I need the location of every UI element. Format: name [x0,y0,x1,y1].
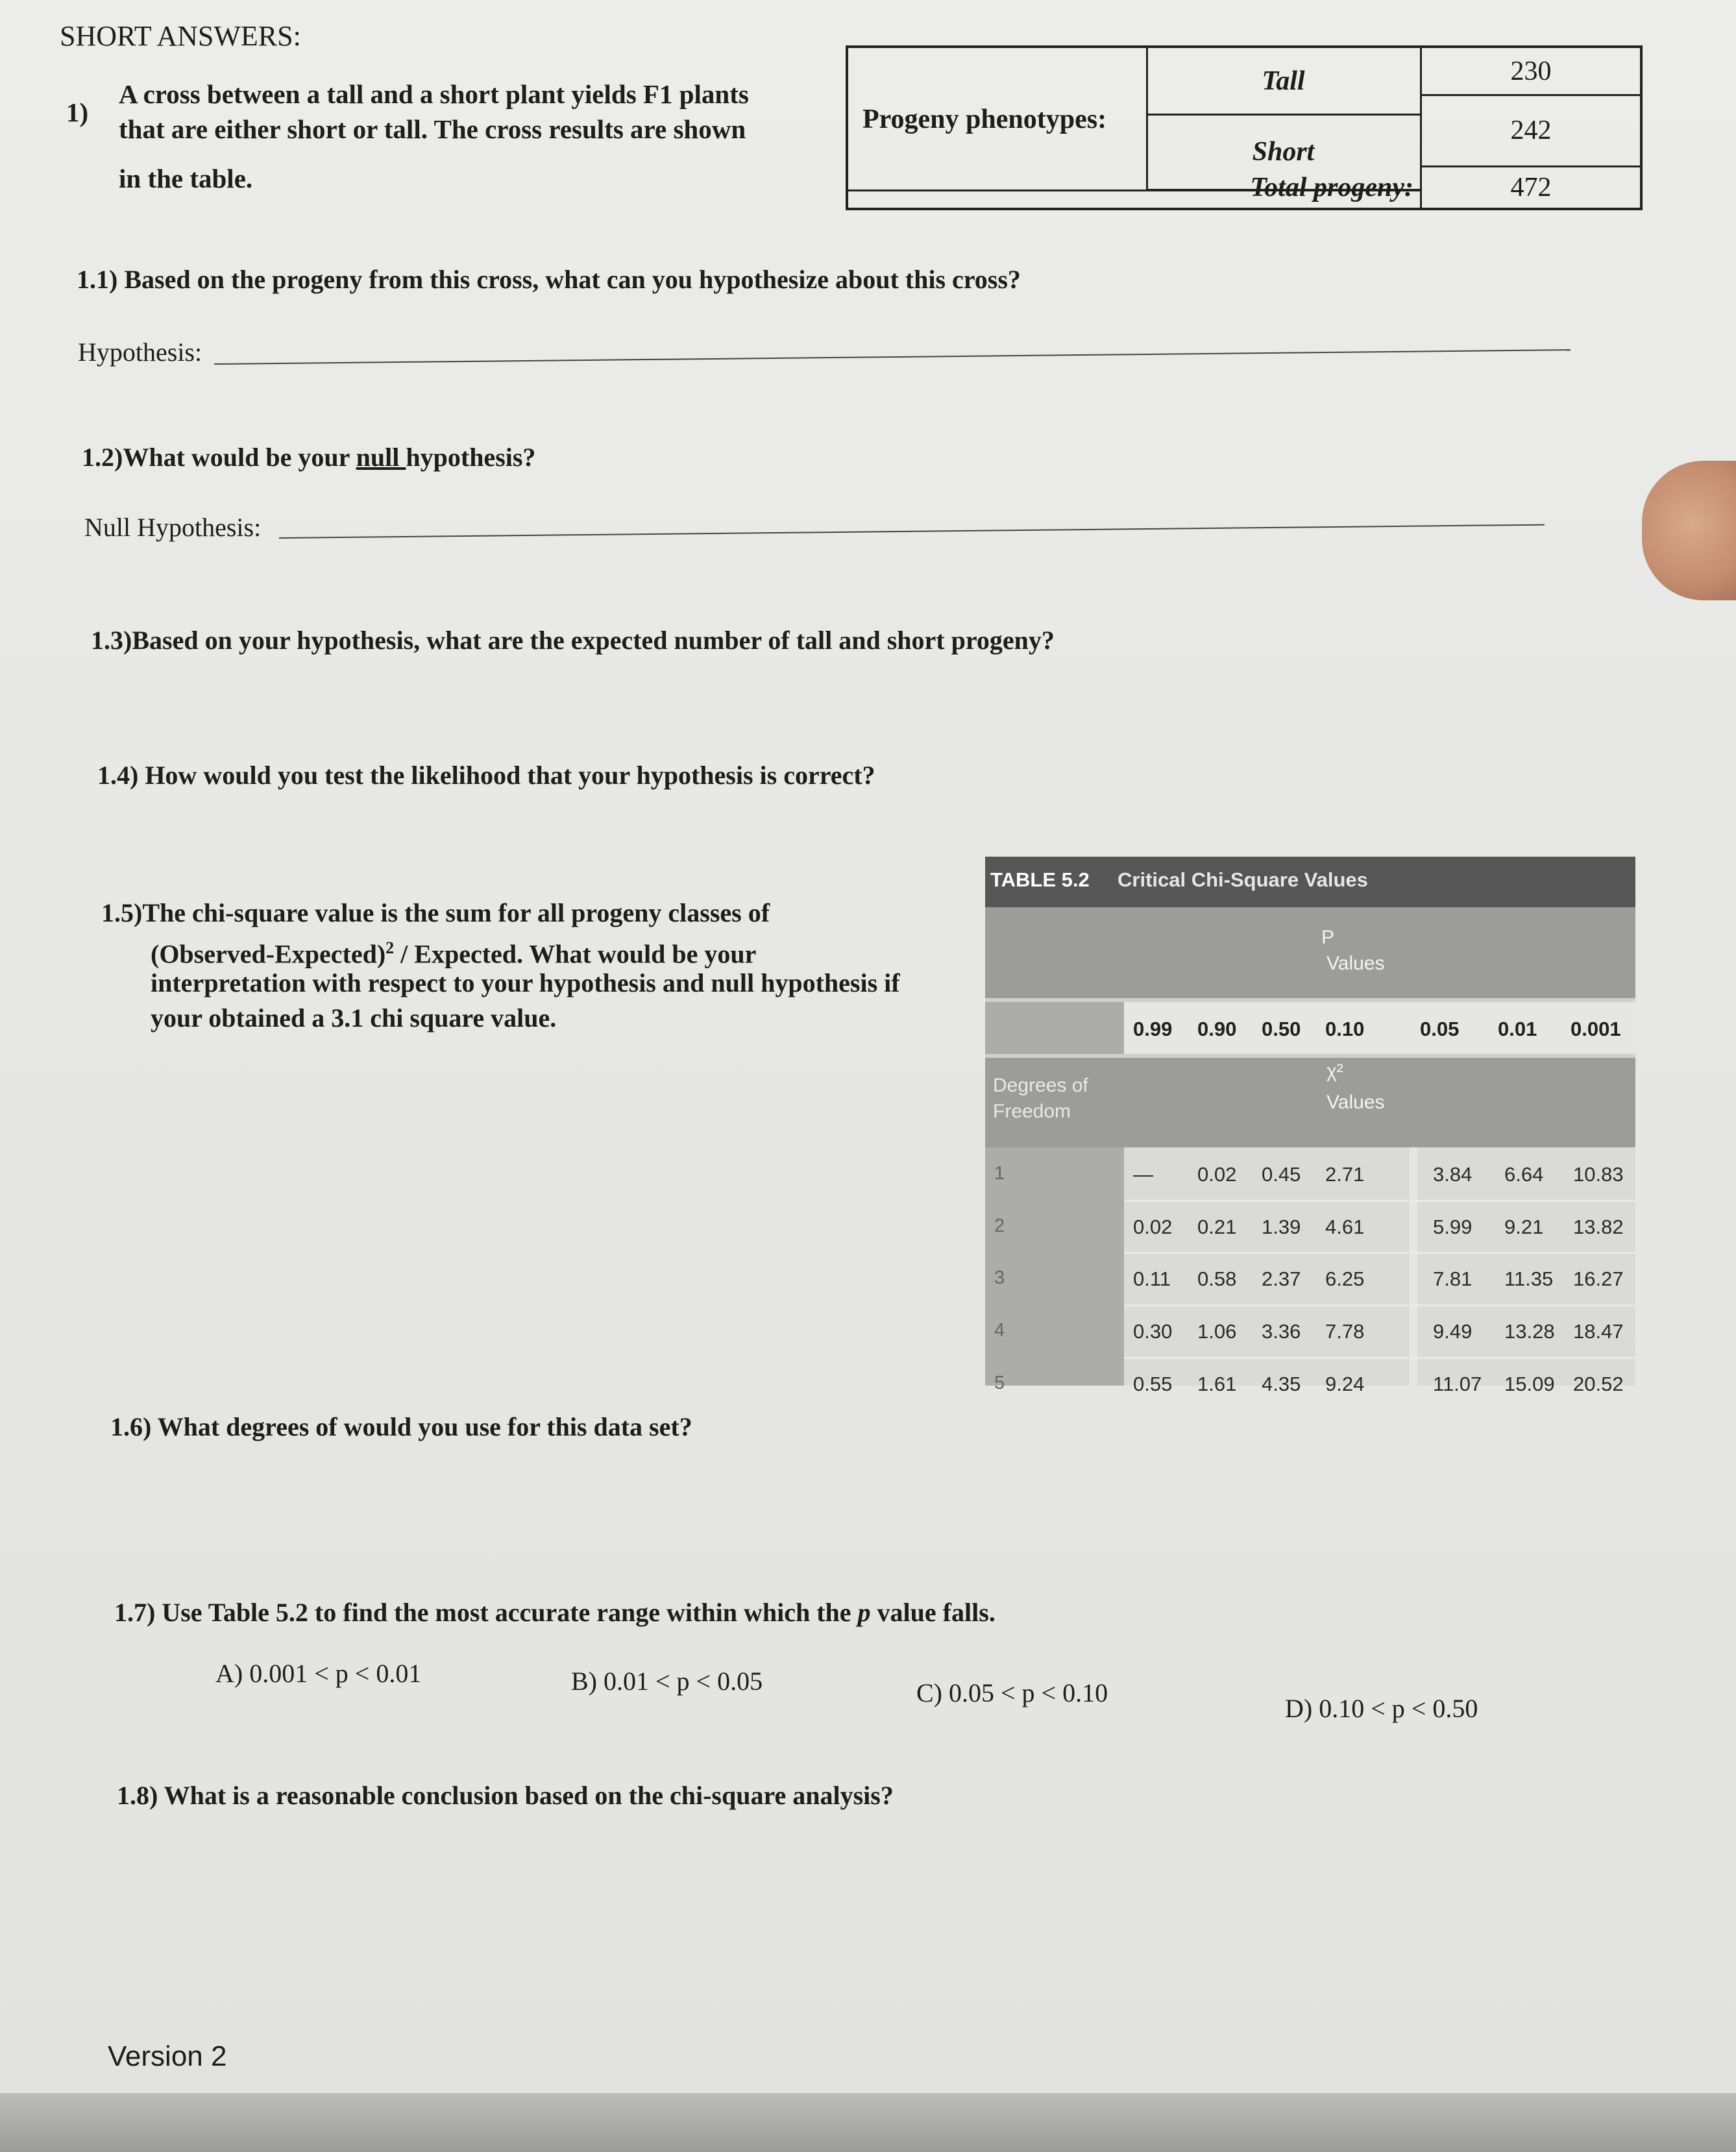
q1-7-p: p [857,1598,871,1627]
chi-value-df4-col1: 0.30 [1133,1320,1173,1343]
p-header-word: Values [1326,953,1385,974]
chi-header-word: Values [1326,1092,1385,1113]
chi-value-df4-col5: 9.49 [1433,1320,1473,1343]
p-header-symbol: P [1321,927,1335,948]
chi-table-label: TABLE 5.2 [990,868,1090,891]
chi-value-df5-col6: 15.09 [1504,1373,1555,1395]
version-label: Version 2 [108,2040,227,2072]
q1-line-2: that are either short or tall. The cross results are shown [119,114,746,144]
q1-7-suffix: value falls. [870,1598,996,1627]
chi-value-df2-col5: 5.99 [1433,1216,1473,1238]
q1-2-suffix: hypothesis? [406,443,536,472]
option-d[interactable]: D) 0.10 < p < 0.50 [1285,1694,1478,1723]
q1-7-prefix: 1.7) Use Table 5.2 to find the most accurate range within which the [114,1598,851,1627]
p-value-0: 0.99 [1133,1018,1173,1040]
q1-5-formula: (Observed-Expected) [151,939,386,969]
q1-3-text: 1.3)Based on your hypothesis, what are the expected number of tall and short progeny? [91,626,1055,655]
chi-row-separator [1124,1200,1635,1202]
chi-row-separator [1124,1252,1635,1254]
q1-1-answer-label: Hypothesis: [78,337,202,367]
q1-6-text: 1.6) What degrees of would you use for this data set? [110,1412,692,1441]
chi-value-df5-col4: 9.24 [1325,1373,1365,1395]
count-tall: 230 [1421,48,1641,96]
chi-row-separator [1124,1304,1635,1306]
chi-value-df3-col2: 0.58 [1197,1267,1237,1290]
chi-value-df4-col4: 7.78 [1325,1320,1365,1343]
q1-2-answer-label: Null Hypothesis: [84,513,262,542]
chi-header-symbol: χ² [1326,1060,1343,1082]
chi-value-df2-col1: 0.02 [1133,1216,1173,1238]
df-value-3: 3 [994,1267,1005,1288]
p-value-4: 0.05 [1420,1018,1460,1040]
chi-square-table [985,857,1635,1395]
chi-value-df3-col3: 2.37 [1262,1267,1301,1290]
chi-value-df3-col1: 0.11 [1133,1267,1171,1290]
q1-2-underlined: null [356,443,406,472]
q1-2-prefix: 1.2)What would be your [82,443,356,472]
chi-value-df1-col7: 10.83 [1573,1163,1624,1186]
option-a[interactable]: A) 0.001 < p < 0.01 [215,1659,422,1688]
chi-value-df1-col6: 6.64 [1504,1163,1544,1186]
q1-number: 1) [66,97,89,127]
option-b[interactable]: B) 0.01 < p < 0.05 [571,1667,763,1696]
p-value-3: 0.10 [1325,1018,1365,1040]
page-bottom-shadow [0,2093,1736,2152]
chi-value-df2-col7: 13.82 [1573,1216,1624,1238]
p-value-5: 0.01 [1498,1018,1537,1040]
chi-row-separator [1124,1357,1635,1359]
total-label: Total progeny: [1250,172,1413,202]
df-header-line-2: Freedom [993,1101,1071,1122]
p-value-1: 0.90 [1197,1018,1237,1040]
p-value-6: 0.001 [1571,1018,1621,1040]
chi-value-df1-col3: 0.45 [1262,1163,1301,1186]
chi-value-df5-col7: 20.52 [1573,1373,1624,1395]
q1-line-1: A cross between a tall and a short plant yields F1 plants [119,79,749,109]
total-row-cell [848,172,1422,209]
chi-value-df5-col3: 4.35 [1262,1373,1301,1395]
chi-value-df2-col2: 0.21 [1197,1216,1237,1238]
phenotype-tall: Tall [1147,48,1422,116]
column-gap [1410,1147,1417,1386]
chi-header-band [985,1058,1635,1147]
df-value-1: 1 [994,1163,1005,1184]
chi-value-df1-col2: 0.02 [1197,1163,1237,1186]
chi-value-df3-col7: 16.27 [1573,1267,1624,1290]
chi-value-df4-col3: 3.36 [1262,1320,1301,1343]
chi-value-df5-col2: 1.61 [1197,1373,1237,1395]
q1-8-text: 1.8) What is a reasonable conclusion based on the chi-square analysis? [117,1781,894,1810]
progeny-label: Progeny phenotypes: [848,48,1148,191]
chi-value-df1-col4: 2.71 [1325,1163,1365,1186]
count-short: 242 [1421,95,1641,167]
chi-value-df3-col4: 6.25 [1325,1267,1365,1290]
chi-value-df5-col1: 0.55 [1133,1373,1173,1395]
p-value-2: 0.50 [1262,1018,1301,1040]
q1-line-3: in the table. [119,164,253,193]
df-value-4: 4 [994,1320,1005,1341]
chi-value-df1-col5: 3.84 [1433,1163,1473,1186]
chi-value-df2-col6: 9.21 [1504,1216,1544,1238]
chi-table-title: Critical Chi-Square Values [1118,868,1368,891]
chi-value-df5-col5: 11.07 [1433,1373,1482,1395]
q1-2-text [82,440,535,475]
df-value-5: 5 [994,1373,1005,1393]
q1-5-line-4: your obtained a 3.1 chi square value. [151,1003,557,1033]
section-heading: SHORT ANSWERS: [60,20,301,52]
q1-7-text [114,1595,996,1630]
p-header-band [985,907,1635,998]
chi-value-df2-col4: 4.61 [1325,1216,1365,1238]
q1-1-text: 1.1) Based on the progeny from this cross, what can you hypothesize about this cross? [77,265,1021,294]
df-header-line-1: Degrees of [993,1075,1088,1096]
q1-5-line-3: interpretation with respect to your hypothesis and null hypothesis if [151,968,900,997]
chi-value-df3-col5: 7.81 [1433,1267,1473,1290]
q1-5-formula-tail: / Expected. What would be your [394,939,757,969]
df-value-2: 2 [994,1216,1005,1236]
q1-4-text: 1.4) How would you test the likelihood that your hypothesis is correct? [97,761,875,790]
chi-value-df4-col6: 13.28 [1504,1320,1555,1343]
total-count: 472 [1510,173,1552,202]
phenotype-short: Short [1147,114,1422,191]
q1-5-line-1: 1.5)The chi-square value is the sum for all progeny classes of [101,898,770,927]
chi-value-df3-col6: 11.35 [1504,1267,1554,1290]
progeny-table [846,45,1643,210]
df-column [985,1147,1124,1386]
chi-value-df4-col7: 18.47 [1573,1320,1624,1343]
q1-5-superscript: 2 [385,938,395,957]
chi-value-df1-col1: — [1133,1163,1153,1186]
p-values-stub [985,1002,1124,1054]
option-c[interactable]: C) 0.05 < p < 0.10 [916,1678,1108,1707]
chi-value-df2-col3: 1.39 [1262,1216,1301,1238]
chi-value-df4-col2: 1.06 [1197,1320,1237,1343]
